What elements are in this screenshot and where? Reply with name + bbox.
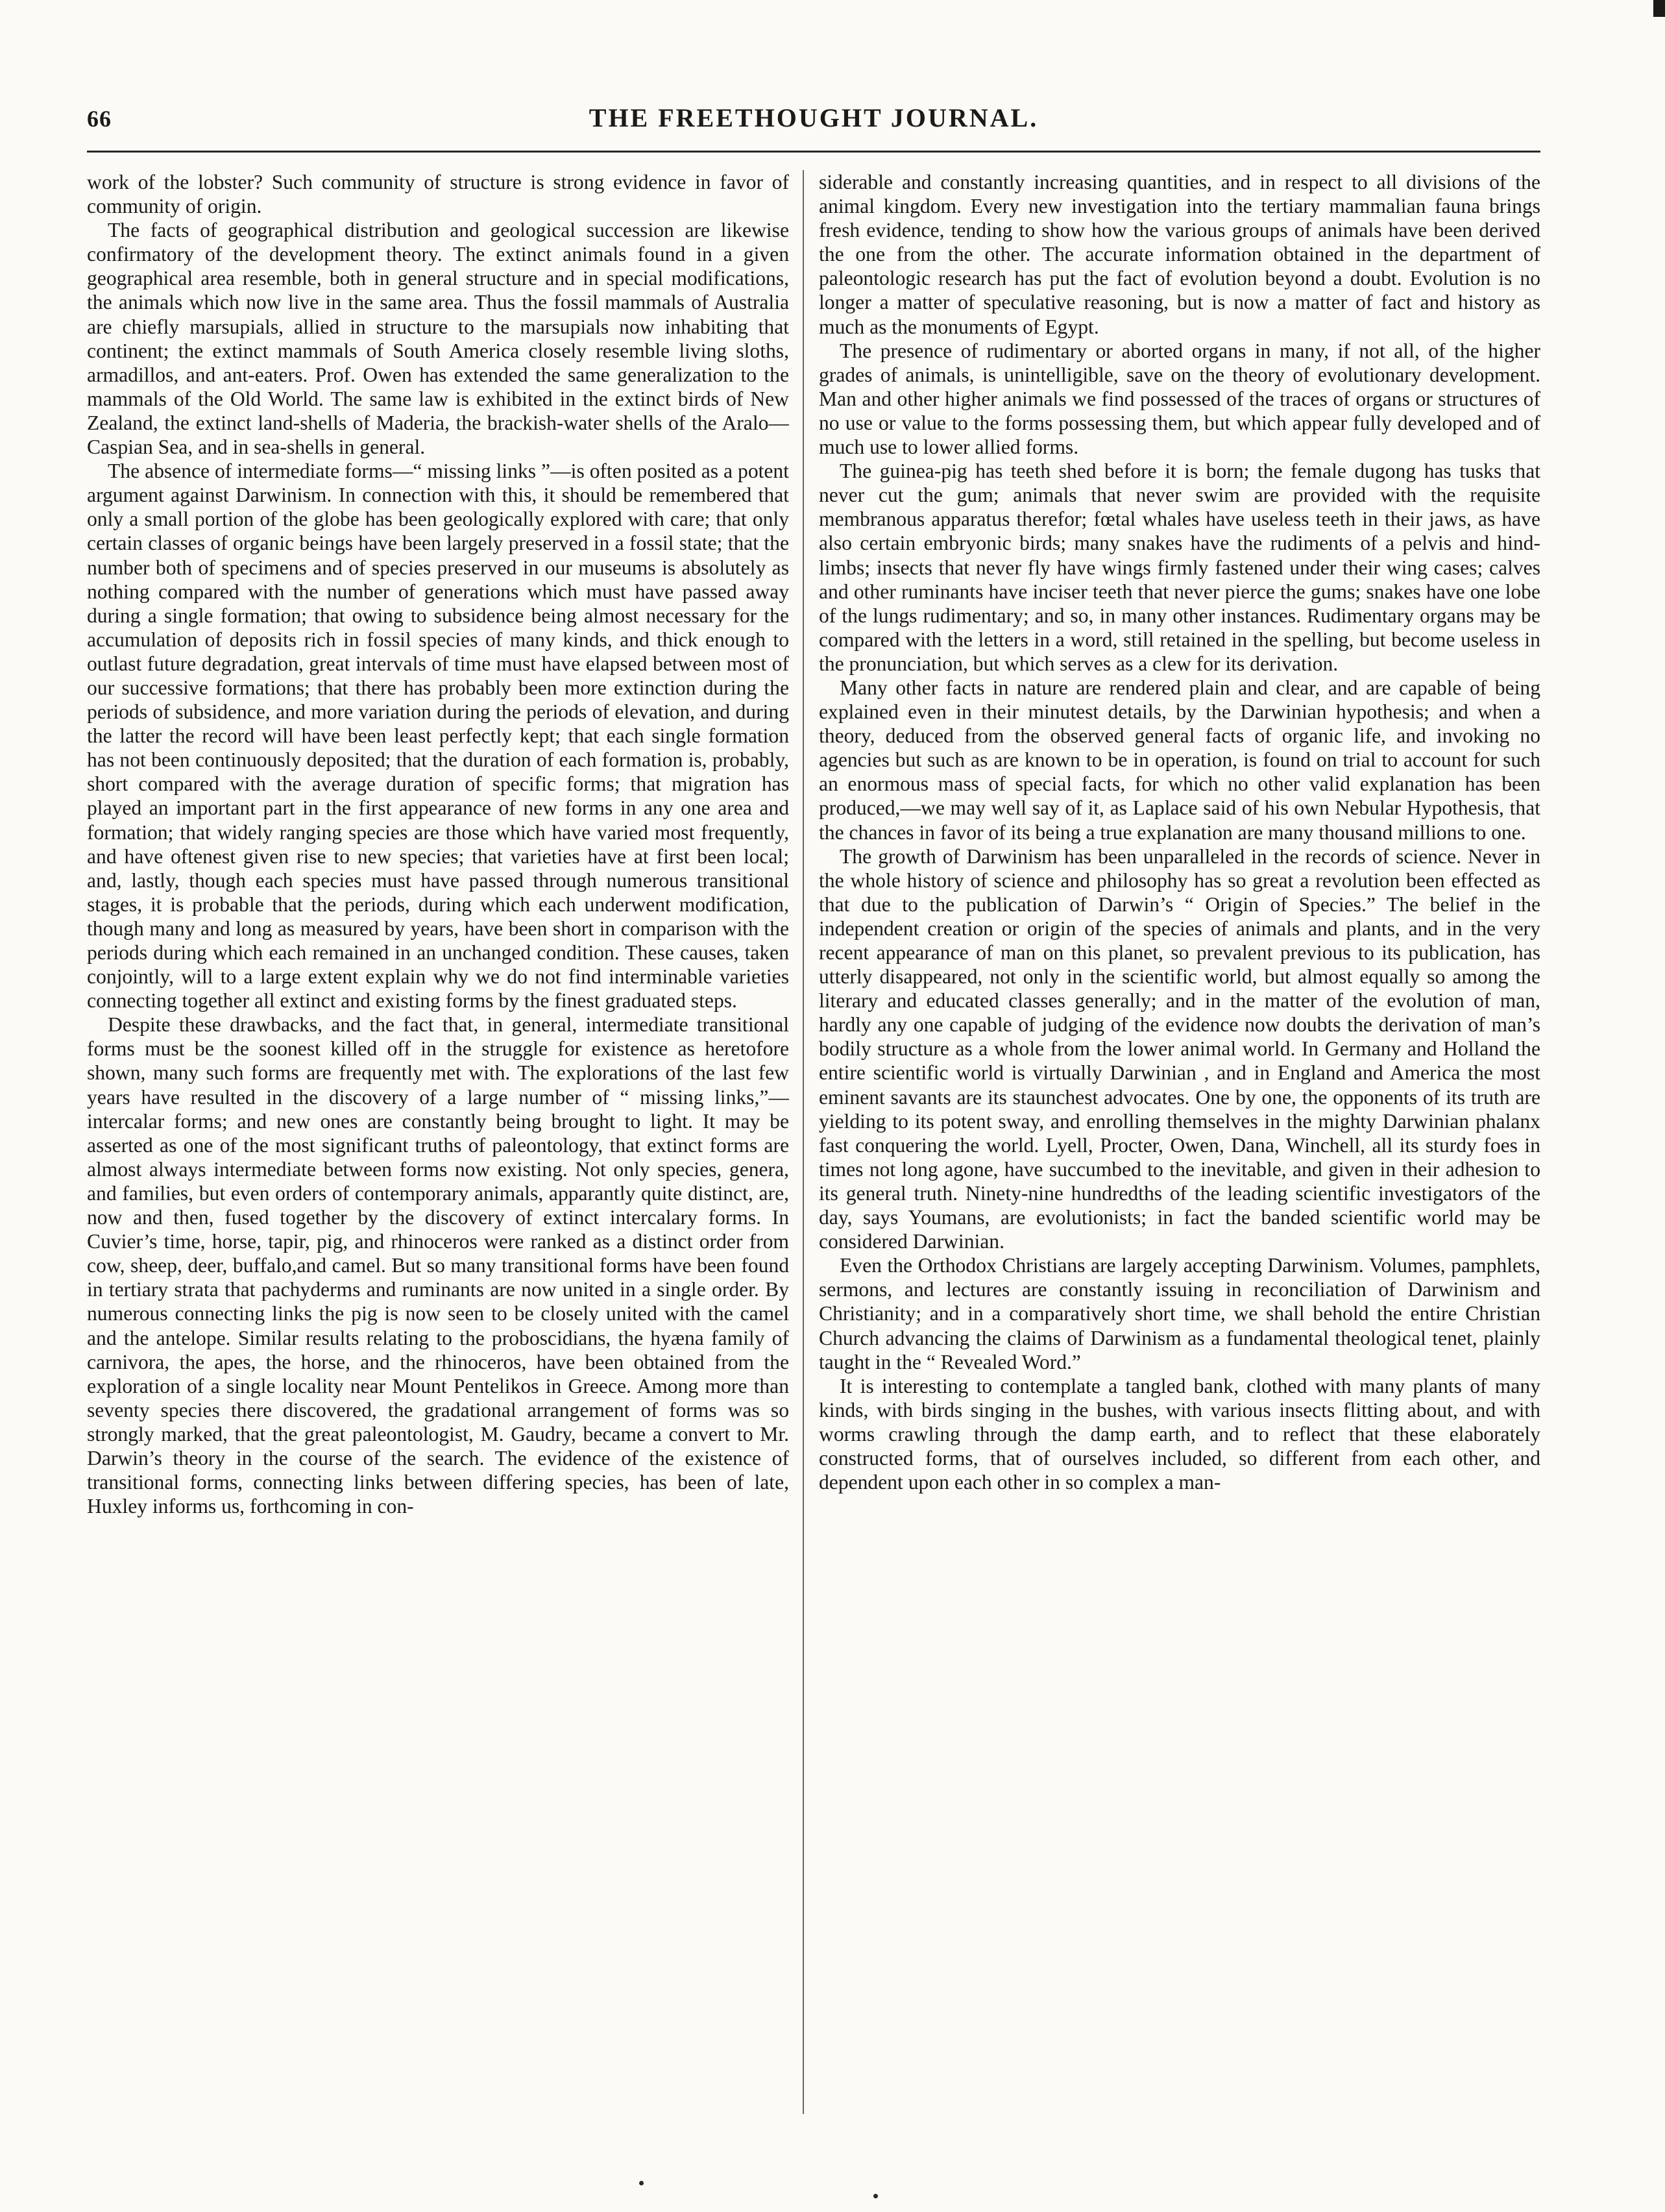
paragraph: The growth of Darwinism has been unparalleled in the records of science. Never in the whole history of science and philosophy has so great a revolution been effected as that due to the publication of Darwin’s “ Origin of Species.” The belief in the independent creation or origin of the species of animals and plants, and in the very recent appearance of man on this planet, so prevalent previous to its publication, has utterly disappeared, not only in the scientific world, but almost equally so among the literary and educated classes generally; and in the matter of the evolution of man, hardly any one capable of judging of the evidence now doubts the derivation of man’s bodily structure as a whole from the lower animal world. In Germany and Holland the entire scientific world is virtually Darwinian , and in England and America the most eminent savants are its staunchest advocates. One by one, the opponents of its truth are yielding to its potent sway, and enrolling themselves in the mighty Darwinian phalanx fast conquering the world. Lyell, Procter, Owen, Dana, Winchell, all its sturdy foes in times not long agone, have succumbed to the inevitable, and given in their adhesion to its general truth. Ninety-nine hundredths of the leading scientific investigators of the day, says Youmans, are evolutionists; in fact the banded scientific world may be considered Darwinian. bbox=[819, 844, 1540, 1253]
paragraph: The absence of intermediate forms—“ missing links ”—is often posited as a potent argument against Darwinism. In connection with this, it should be remembered that only a small portion of the globe has been geologically explored with care; that only certain classes of organic beings have been largely preserved in a fossil state; that the number both of specimens and of species preserved in our museums is absolutely as nothing compared with the number of generations which must have passed away during a single formation; that owing to subsidence being almost necessary for the accumulation of deposits rich in fossil species of many kinds, and thick enough to outlast future degradation, great intervals of time must have elapsed between most of our successive formations; that there has probably been more extinction during the periods of subsidence, and more variation during the periods of elevation, and during the latter the record will have been least perfectly kept; that each single formation has not been continuously deposited; that the duration of each formation is, probably, short compared with the average duration of specific forms; that migration has played an important part in the first appearance of new forms in any one area and formation; that widely ranging species are those which have varied most frequently, and have oftenest given rise to new species; that varieties have at first been local; and, lastly, though each species must have passed through numerous transitional stages, it is probable that the periods, during which each underwent modification, though many and long as measured by years, have been short in comparison with the periods during which each remained in an unchanged condition. These causes, taken conjointly, will to a large extent explain why we do not find interminable varieties connecting together all extinct and existing forms by the finest graduated steps. bbox=[87, 460, 789, 1013]
column-divider bbox=[803, 170, 804, 2114]
right-column bbox=[819, 170, 1540, 2117]
print-speck bbox=[873, 2194, 878, 2198]
header-rule bbox=[87, 151, 1540, 153]
paragraph: siderable and constantly increasing quantities, and in respect to all divisions of the animal kingdom. Every new investigation into the tertiary mammalian fauna brings fresh evidence, tending to show how the various groups of animals have been derived the one from the other. The accurate information obtained in the department of paleontologic research has put the fact of evolution beyond a doubt. Evolution is no longer a matter of speculative reasoning, but is now a matter of fact and history as much as the monuments of Egypt. bbox=[819, 171, 1540, 338]
paragraph: It is interesting to contemplate a tangled bank, clothed with many plants of many kinds, with birds singing in the bushes, with various insects flitting about, and with worms crawling through the damp earth, and to reflect that these elaborately constructed forms, that of ourselves included, so different from each other, and dependent upon each other in so complex a man- bbox=[819, 1374, 1540, 1494]
paragraph: The facts of geographical distribution and geological succession are likewise confirmatory of the development theory. The extinct animals found in a given geographical area resemble, both in general structure and in special modifications, the animals which now live in the same area. Thus the fossil mammals of Australia are chiefly marsupials, allied in structure to the marsupials now inhabiting that continent; the extinct mammals of South America closely resemble living sloths, armadillos, and ant-eaters. Prof. Owen has extended the same generalization to the mammals of the Old World. The same law is exhibited in the extinct birds of New Zealand, the extinct land-shells of Maderia, the brackish-water shells of the Aralo—Caspian Sea, and in sea-shells in general. bbox=[87, 219, 789, 459]
print-speck bbox=[639, 2181, 644, 2185]
corner-mark bbox=[1653, 0, 1665, 17]
paragraph: The guinea-pig has teeth shed before it is born; the female dugong has tusks that never cut the gum; animals that never swim are provided with the requisite membranous apparatus therefor; fœtal whales have useless teeth in their jaws, as have also certain embryonic birds; many snakes have the rudiments of a pelvis and hind-limbs; insects that never fly have wings firmly fastened under their wing cases; calves and other ruminants have inciser teeth that never pierce the gums; snakes have one lobe of the lungs rudimentary; and so, in many other instances. Rudimentary organs may be compared with the letters in a word, still retained in the spelling, but become useless in the pronunciation, but which serves as a clew for its derivation. bbox=[819, 460, 1540, 675]
page-header bbox=[87, 103, 1540, 141]
journal-title: THE FREETHOUGHT JOURNAL. bbox=[589, 103, 1039, 132]
left-column bbox=[87, 170, 789, 2117]
paragraph: Despite these drawbacks, and the fact that, in general, intermediate transitional forms must be the soonest killed off in the struggle for existence as heretofore shown, many such forms are frequently met with. The explorations of the last few years have resulted in the discovery of a large number of “ missing links,”—intercalar forms; and new ones are constantly being brought to light. It may be asserted as one of the most significant truths of paleontology, that extinct forms are almost always intermediate between forms now existing. Not only species, genera, and families, but even orders of contemporary animals, apparantly quite distinct, are, now and then, fused together by the discovery of extinct intercalary forms. In Cuvier’s time, horse, tapir, pig, and rhinoceros were ranked as a distinct order from cow, sheep, deer, buffalo,and camel. But so many transitional forms have been found in tertiary strata that pachyderms and ruminants are now united in a single order. By numerous connecting links the pig is now seen to be closely united with the camel and the antelope. Similar results relating to the proboscidians, the hyæna family of carnivora, the apes, the horse, and the rhinoceros, have been obtained from the exploration of a single locality near Mount Pentelikos in Greece. Among more than seventy species there discovered, the gradational arrangement of forms was so strongly marked, that the great paleontologist, M. Gaudry, became a convert to Mr. Darwin’s theory in the course of the search. The evidence of the existence of transitional forms, connecting links between differing species, has been of late, Huxley informs us, forthcoming in con- bbox=[87, 1013, 789, 1518]
paragraph: Even the Orthodox Christians are largely accepting Darwinism. Volumes, pamphlets, sermons, and lectures are constantly issuing in reconciliation of Darwinism and Christianity; and in a comparatively short time, we shall behold the entire Christian Church advancing the claims of Darwinism as a fundamental theological tenet, plainly taught in the “ Revealed Word.” bbox=[819, 1254, 1540, 1373]
paragraph: Many other facts in nature are rendered plain and clear, and are capable of being explained even in their minutest details, by the Darwinian hypothesis; and when a theory, deduced from the observed general facts of organic life, and invoking no agencies but such as are known to be in operation, is found on trial to account for such an enormous mass of special facts, for which no other valid explanation has been produced,—we may well say of it, as Laplace said of his own Nebular Hypothesis, that the chances in favor of its being a true explanation are many thousand millions to one. bbox=[819, 676, 1540, 844]
paragraph: work of the lobster? Such community of structure is strong evidence in favor of community of origin. bbox=[87, 171, 789, 218]
page-number: 66 bbox=[87, 106, 112, 132]
paragraph: The presence of rudimentary or aborted organs in many, if not all, of the higher grades of animals, is unintelligible, save on the theory of evolutionary development. Man and other higher animals we find possessed of the traces of organs or structures of no use or value to the forms possessing them, but which appear fully developed and of much use to lower allied forms. bbox=[819, 339, 1540, 459]
